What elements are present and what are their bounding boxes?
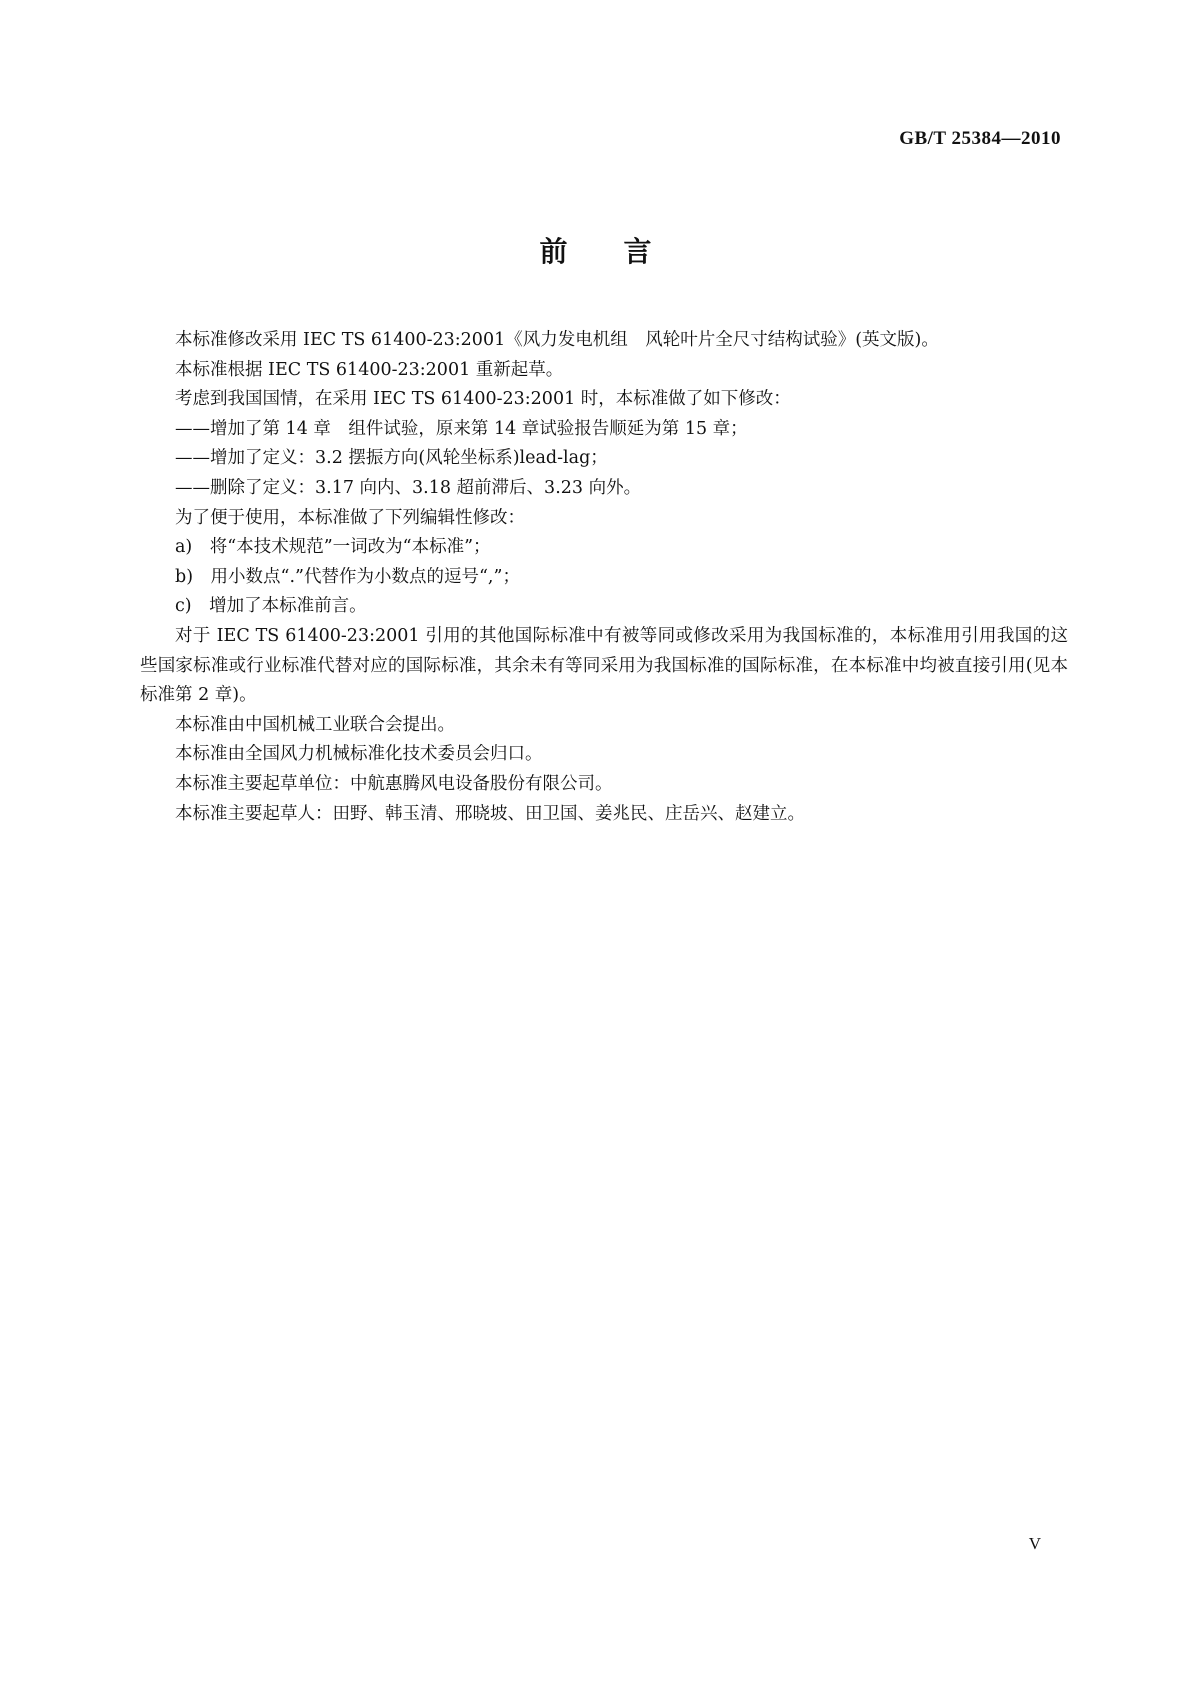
page-title: 前言 <box>539 235 708 268</box>
list-item: ——增加了定义：3.2 摆振方向(风轮坐标系)lead-lag； <box>175 448 608 469</box>
list-item: ——删除了定义：3.17 向内、3.18 超前滞后、3.23 向外。 <box>175 477 642 498</box>
list-item: a) 将“本技术规范”一词改为“本标准”； <box>175 537 491 558</box>
paragraph: 对于 IEC TS 61400-23:2001 引用的其他国际标准中有被等同或修改采用为我国标准的，本标准用引用我国的这些国家标准或行业标准代替对应的国际标准，其余未有等同采用为我国标准的国际标准，在本标准中均被直接引用(见本标准第 2 章)。 <box>140 625 1068 706</box>
standard-number: GB/T 25384—2010 <box>899 128 1061 149</box>
list-item: c) 增加了本标准前言。 <box>175 596 367 617</box>
paragraph: 本标准修改采用 IEC TS 61400-23:2001《风力发电机组 风轮叶片全尺寸结构试验》(英文版)。 <box>175 330 939 350</box>
paragraph: 考虑到我国国情，在采用 IEC TS 61400-23:2001 时，本标准做了如下修改： <box>175 389 791 410</box>
foreword-body <box>140 326 1068 829</box>
paragraph: 本标准主要起草单位：中航惠腾风电设备股份有限公司。 <box>175 773 613 794</box>
list-item: ——增加了第 14 章 组件试验，原来第 14 章试验报告顺延为第 15 章； <box>175 418 748 439</box>
paragraph: 本标准由全国风力机械标准化技术委员会归口。 <box>175 744 543 765</box>
paragraph: 本标准主要起草人：田野、韩玉清、邢晓坡、田卫国、姜兆民、庄岳兴、赵建立。 <box>175 803 805 824</box>
list-item: b) 用小数点“.”代替作为小数点的逗号“,”； <box>175 566 520 587</box>
paragraph: 为了便于使用，本标准做了下列编辑性修改： <box>175 507 525 528</box>
paragraph: 本标准根据 IEC TS 61400-23:2001 重新起草。 <box>175 359 564 380</box>
page-number: V <box>1028 1534 1041 1553</box>
paragraph: 本标准由中国机械工业联合会提出。 <box>175 714 455 735</box>
